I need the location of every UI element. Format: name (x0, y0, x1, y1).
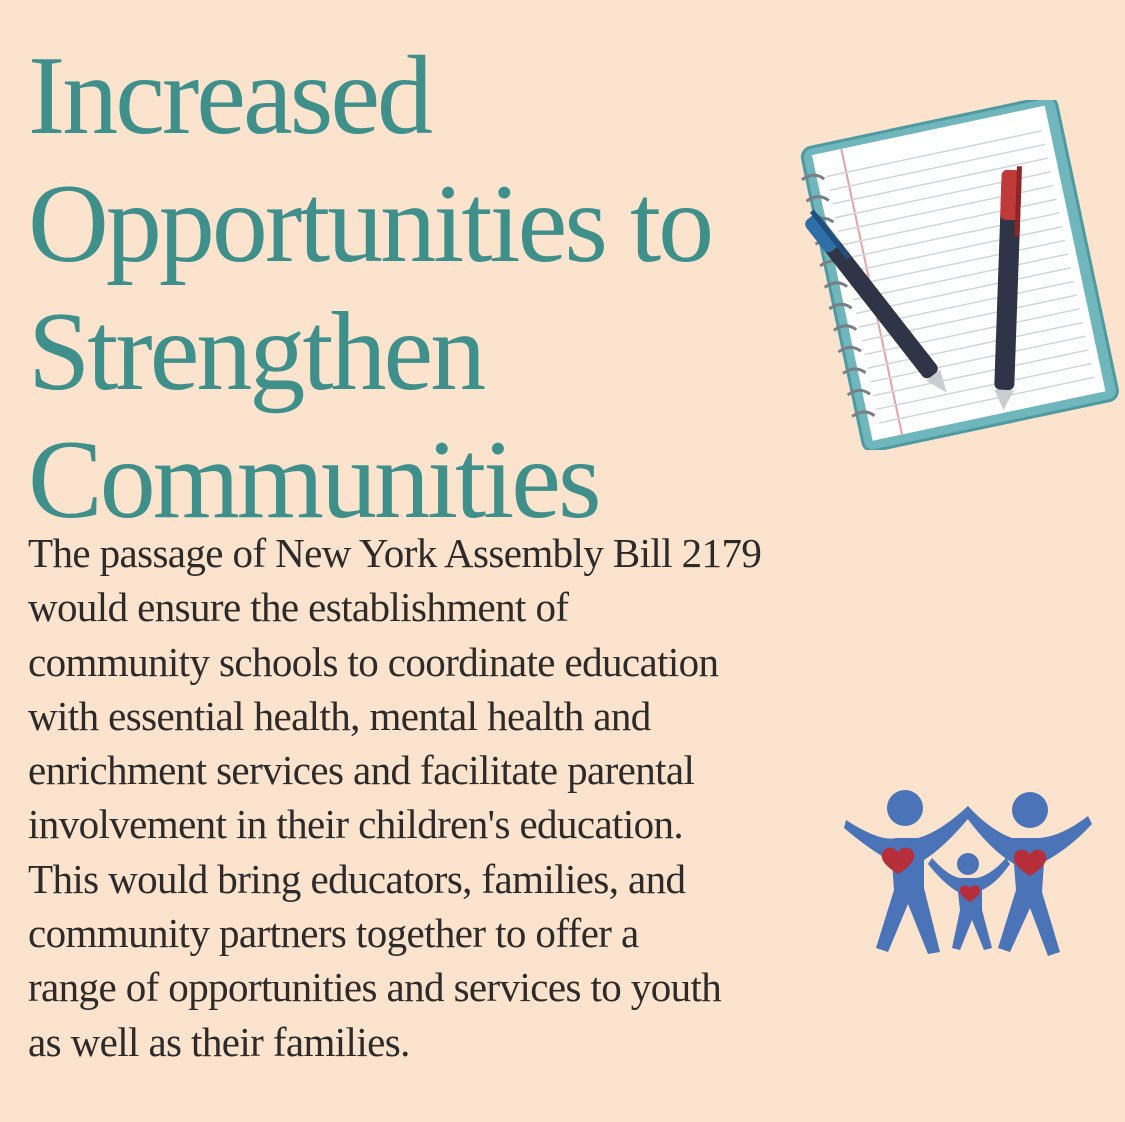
body-line: range of opportunities and services to youth (28, 964, 722, 1011)
body-line: with essential health, mental health and (28, 692, 651, 739)
body-line: community schools to coordinate education (28, 638, 719, 685)
page-title (28, 32, 711, 544)
body-line: enrichment services and facilitate parental (28, 747, 695, 794)
title-line: Communities (28, 418, 599, 542)
body-line: community partners together to offer a (28, 910, 639, 957)
family-with-hearts-icon (840, 780, 1100, 970)
notebook-with-pens-icon (770, 100, 1120, 450)
body-line: This would bring educators, families, and (28, 855, 686, 902)
title-line: Increased (28, 34, 431, 158)
body-line: involvement in their children's education. (28, 801, 684, 848)
body-line: The passage of New York Assembly Bill 2179 (28, 530, 762, 576)
title-line: Opportunities to (28, 162, 712, 286)
body-paragraph (28, 526, 898, 1069)
title-line: Strengthen (28, 290, 484, 414)
body-line: as well as their families. (28, 1018, 410, 1065)
body-line: would ensure the establishment of (28, 584, 569, 631)
